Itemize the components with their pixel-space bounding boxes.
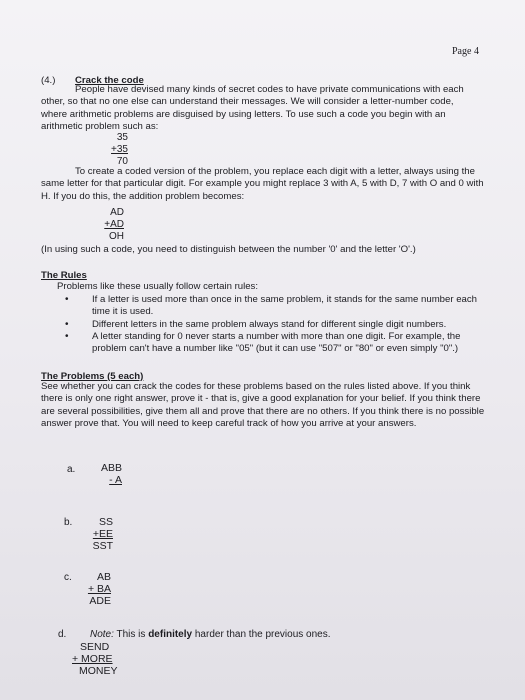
example-number-top: 35: [116, 132, 128, 143]
problems-intro: See whether you can crack the codes for these problems based on the rules listed above. If you think there is only one right answer, prove it - that is, give a good explanation for your belief. If you think there are several possibilities, give them all and prove that there are no others. If you think there is no possible answer prove that. You will need to keep careful track of how you arrive at your answers.: [41, 381, 485, 429]
example-letters-sum: OH: [109, 231, 124, 242]
problem-b-op: +EE: [92, 528, 113, 540]
explain-paragraph: To create a coded version of the problem, you replace each digit with a letter, always using the same letter for that particular digit. For example you might replace 3 with A, 5 with D, 7 with O and 0 with H. If you do this, the addition problem becomes:: [41, 166, 484, 202]
example-letters-add: +AD: [104, 219, 124, 230]
problem-d-label: d.: [58, 629, 67, 640]
rule-item: • A letter standing for 0 never starts a number with more than one digit. For example, the problem can't have a number like "05" (but it can use "507" or "80" or even simply "0".): [65, 331, 485, 356]
problem-d-result: MONEY: [79, 665, 118, 677]
section-title: Crack the code: [75, 75, 144, 86]
rules-list: [65, 294, 485, 355]
problem-c-op: + BA: [87, 583, 111, 595]
problem-d-note: Note: This is definitely harder than the previous ones.: [90, 629, 331, 640]
example-number-sum: 70: [116, 156, 128, 167]
problem-d-top: SEND: [80, 641, 110, 653]
page-number: Page 4: [452, 46, 479, 57]
rules-intro: Problems like these usually follow certain rules:: [57, 281, 259, 292]
problem-a-label: a.: [67, 464, 76, 475]
section-number: (4.): [41, 75, 56, 86]
problem-d-op: + MORE: [72, 653, 113, 665]
problem-b-result: SST: [92, 540, 113, 552]
rules-heading: The Rules: [41, 270, 87, 281]
problem-c-result: ADE: [89, 595, 111, 607]
rule-item: • If a letter is used more than once in the same problem, it stands for the same number each time it is used.: [65, 294, 485, 319]
distinguish-note: (In using such a code, you need to distinguish between the number '0' and the letter 'O'.): [41, 244, 416, 255]
problem-a-top: ABB: [100, 462, 122, 474]
problem-c-top: AB: [96, 571, 111, 583]
example-letters-top: AD: [110, 207, 124, 218]
problem-a-op: - A: [109, 474, 122, 486]
example-number-add: +35: [111, 144, 128, 155]
problem-b-top: SS: [98, 516, 113, 528]
note-label: Note:: [90, 629, 114, 640]
note-emphasis: definitely: [148, 629, 193, 640]
problem-c-label: c.: [64, 572, 72, 583]
rule-item: • Different letters in the same problem always stand for different single digit numbers.: [65, 319, 485, 331]
problems-heading: The Problems (5 each): [41, 371, 144, 382]
problem-b-label: b.: [64, 517, 73, 528]
intro-paragraph: People have devised many kinds of secret codes to have private communications with each other, so that no one else can understand their messages. We will consider a letter-number code, where arithmetic problems are disguised by using letters. To use such a code you begin with an arithmetic problem such as:: [41, 84, 464, 132]
